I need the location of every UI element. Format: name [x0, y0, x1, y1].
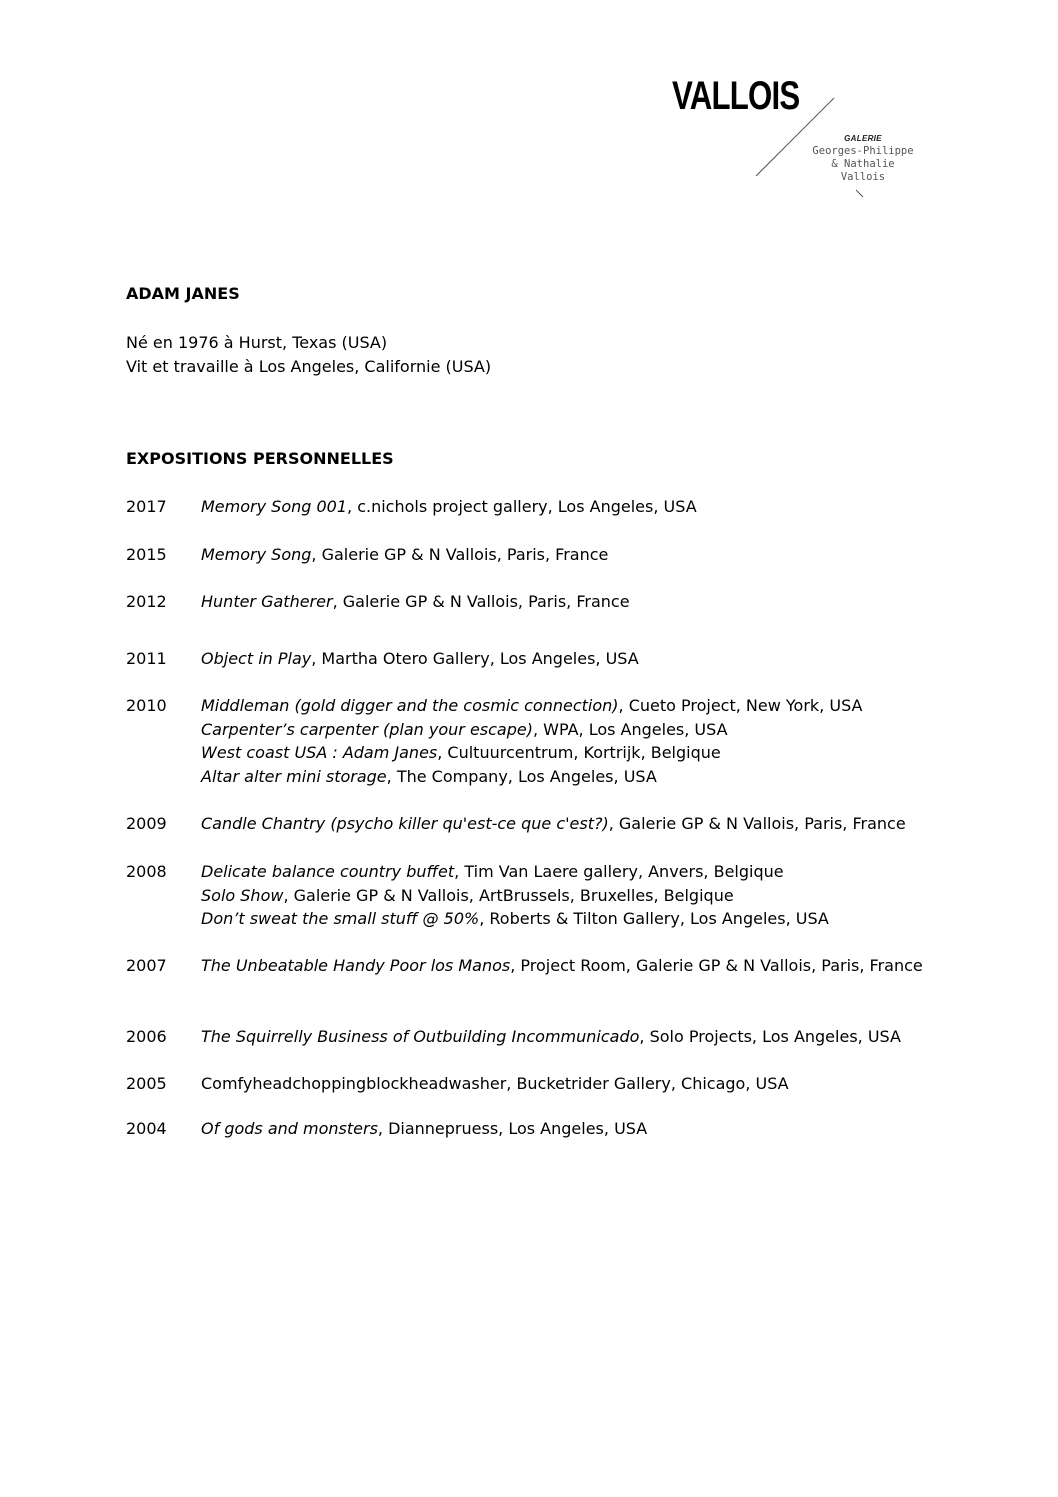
exhibition-year: 2004	[126, 1119, 167, 1138]
logo-line-3: Vallois	[840, 171, 886, 183]
exhibition-entry	[126, 647, 941, 671]
gallery-logo	[660, 70, 950, 210]
exhibition-title: Candle Chantry (psycho killer qu'est-ce que c'est?)	[201, 814, 609, 833]
exhibition-items	[201, 543, 941, 567]
exhibition-year: 2011	[126, 649, 167, 668]
exhibition-item	[201, 495, 941, 519]
exhibition-year: 2012	[126, 592, 167, 611]
exhibition-venue: , Galerie GP & N Vallois, Paris, France	[608, 814, 906, 833]
exhibition-item	[201, 741, 941, 765]
exhibition-title: Delicate balance country buffet	[201, 862, 455, 881]
exhibition-venue: , Cueto Project, New York, USA	[618, 696, 863, 715]
exhibition-venue: , Diannepruess, Los Angeles, USA	[377, 1119, 648, 1138]
artist-bio	[126, 331, 491, 378]
exhibition-items	[201, 954, 941, 978]
exhibition-item	[201, 718, 941, 742]
exhibition-title: Object in Play	[201, 649, 312, 668]
exhibition-venue: , Project Room, Galerie GP & N Vallois, Paris, France	[510, 956, 923, 975]
exhibition-item	[201, 694, 941, 718]
exhibition-venue: Comfyheadchoppingblockheadwasher, Bucketrider Gallery, Chicago, USA	[201, 1074, 789, 1093]
exhibition-year: 2007	[126, 956, 167, 975]
exhibition-items	[201, 860, 941, 931]
exhibition-venue: , c.nichols project gallery, Los Angeles, USA	[347, 497, 697, 516]
exhibition-item	[201, 884, 941, 908]
exhibition-title: Hunter Gatherer	[201, 592, 333, 611]
exhibition-item	[201, 1117, 941, 1141]
exhibition-item	[201, 647, 941, 671]
exhibition-entry	[126, 860, 941, 931]
exhibition-title: Memory Song 001	[201, 497, 348, 516]
bio-residence: Vit et travaille à Los Angeles, Californie (USA)	[126, 356, 492, 376]
exhibition-item	[201, 907, 941, 931]
exhibition-title: Memory Song	[201, 545, 312, 564]
exhibition-entry	[126, 1117, 941, 1141]
exhibition-year: 2010	[126, 696, 167, 715]
exhibition-entry	[126, 954, 941, 978]
logo-subtitle	[808, 132, 918, 184]
exhibition-venue: , Roberts & Tilton Gallery, Los Angeles, USA	[479, 909, 829, 928]
exhibition-title: The Squirrelly Business of Outbuilding Incommunicado	[201, 1027, 640, 1046]
exhibition-venue: , Solo Projects, Los Angeles, USA	[639, 1027, 901, 1046]
exhibition-title: West coast USA : Adam Janes	[201, 743, 438, 762]
exhibition-title: Don’t sweat the small stuff @ 50%	[201, 909, 480, 928]
exhibition-year: 2017	[126, 497, 167, 516]
exhibition-entry	[126, 590, 941, 614]
logo-wordmark: VALLOIS	[672, 74, 800, 118]
exhibition-entry	[126, 543, 941, 567]
exhibition-venue: , The Company, Los Angeles, USA	[386, 766, 657, 786]
bio-birth: Né en 1976 à Hurst, Texas (USA)	[126, 333, 388, 352]
exhibition-entry	[126, 1025, 941, 1049]
exhibition-item	[201, 812, 941, 836]
logo-line-2: & Nathalie	[831, 158, 895, 170]
exhibition-venue: , Martha Otero Gallery, Los Angeles, USA	[311, 649, 639, 668]
exhibition-year: 2009	[126, 814, 167, 833]
exhibition-items	[201, 1025, 941, 1049]
exhibition-entry	[126, 1072, 941, 1096]
exhibition-items	[201, 647, 941, 671]
exhibition-entry	[126, 812, 941, 836]
exhibition-venue: , Tim Van Laere gallery, Anvers, Belgique	[454, 862, 784, 881]
exhibition-item	[201, 860, 941, 884]
exhibition-items	[201, 812, 941, 836]
exhibition-venue: , Galerie GP & N Vallois, ArtBrussels, Bruxelles, Belgique	[283, 885, 734, 905]
exhibition-item	[201, 1072, 941, 1096]
logo-line-1: Georges-Philippe	[812, 145, 914, 157]
exhibition-year: 2008	[126, 862, 167, 881]
exhibition-year: 2005	[126, 1074, 167, 1093]
exhibition-year: 2015	[126, 545, 167, 564]
exhibition-item	[201, 954, 941, 978]
exhibition-item	[201, 765, 941, 789]
exhibition-entry	[126, 694, 941, 788]
exhibition-title: Middleman (gold digger and the cosmic connection)	[201, 696, 619, 715]
exhibition-title: Solo Show	[201, 885, 284, 905]
artist-name: ADAM JANES	[126, 284, 240, 303]
exhibition-item	[201, 590, 941, 614]
exhibition-title: Carpenter’s carpenter (plan your escape)	[201, 719, 533, 739]
section-title: EXPOSITIONS PERSONNELLES	[126, 449, 394, 468]
exhibition-year: 2006	[126, 1027, 167, 1046]
exhibition-items	[201, 1117, 941, 1141]
exhibition-venue: , Galerie GP & N Vallois, Paris, France	[311, 545, 609, 564]
exhibition-entry	[126, 495, 941, 519]
exhibition-item	[201, 1025, 941, 1049]
exhibition-title: The Unbeatable Handy Poor los Manos	[201, 956, 511, 975]
exhibition-title: Of gods and monsters	[201, 1119, 378, 1138]
exhibition-item	[201, 543, 941, 567]
logo-galerie-label: GALERIE	[844, 134, 882, 143]
exhibition-items	[201, 590, 941, 614]
exhibition-venue: , Cultuurcentrum, Kortrijk, Belgique	[437, 743, 721, 762]
exhibition-venue: , WPA, Los Angeles, USA	[532, 719, 728, 739]
exhibition-venue: , Galerie GP & N Vallois, Paris, France	[332, 592, 630, 611]
exhibition-title: Altar alter mini storage	[201, 766, 387, 786]
exhibition-items	[201, 694, 941, 788]
exhibition-items	[201, 1072, 941, 1096]
exhibition-items	[201, 495, 941, 519]
